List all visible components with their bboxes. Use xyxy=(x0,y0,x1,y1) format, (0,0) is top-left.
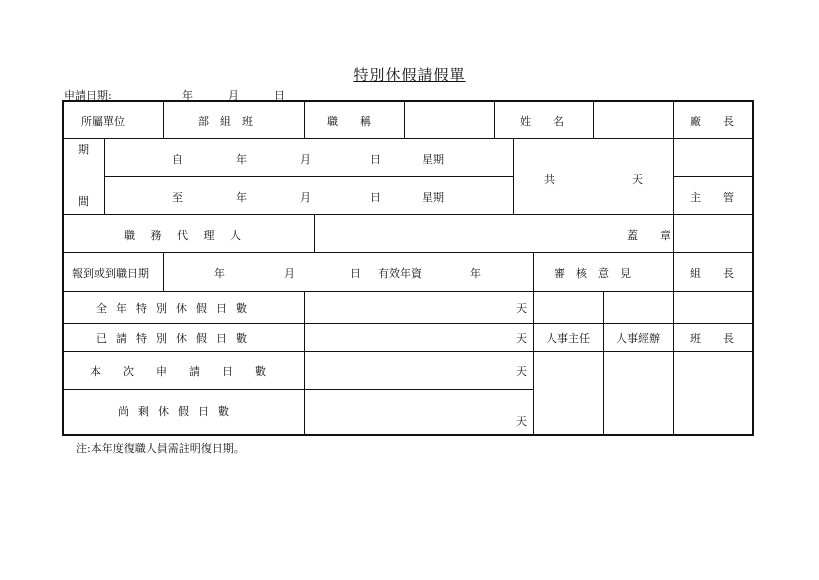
period-to-weekday: 星期 xyxy=(422,191,444,204)
shift-leader-label: 班 長 xyxy=(690,332,734,345)
period-from-weekday: 星期 xyxy=(422,153,444,166)
position-label: 職 稱 xyxy=(327,115,371,128)
team-leader-label: 組 長 xyxy=(690,267,734,280)
hr-clerk-label: 人事經辦 xyxy=(616,332,660,345)
report-date-year: 年 xyxy=(214,267,225,280)
this-request-label: 本次申請日數 xyxy=(90,365,288,378)
period-from-label: 自 xyxy=(172,153,183,166)
annual-total-label: 全年特別休假日數 xyxy=(96,302,256,315)
already-requested-label: 已請特別休假日數 xyxy=(96,332,256,345)
unit-label: 所屬單位 xyxy=(81,115,125,128)
form-title: 特別休假請假單 xyxy=(353,66,466,84)
period-to-day: 日 xyxy=(370,191,381,204)
period-total-unit: 天 xyxy=(632,173,643,186)
apply-date-label: 申請日期: xyxy=(64,89,112,102)
agent-label: 職 務 代 理 人 xyxy=(124,229,247,242)
footnote: 注:本年度復職人員需註明復日期。 xyxy=(76,442,245,455)
annual-total-unit: 天 xyxy=(516,302,527,315)
apply-date-month: 月 xyxy=(228,89,239,102)
period-total-label: 共 xyxy=(544,173,555,186)
apply-date-day: 日 xyxy=(274,89,285,102)
factory-director-label: 廠 長 xyxy=(690,115,734,128)
period-from-month: 月 xyxy=(300,153,311,166)
name-label: 姓 名 xyxy=(520,115,564,128)
review-label: 審 核 意 見 xyxy=(554,267,631,280)
hr-director-label: 人事主任 xyxy=(546,332,590,345)
report-date-day: 日 xyxy=(350,267,361,280)
period-from-day: 日 xyxy=(370,153,381,166)
table-outer-border xyxy=(62,100,754,436)
remaining-label: 尚剩休假日數 xyxy=(118,405,238,418)
remaining-unit: 天 xyxy=(516,415,527,428)
this-request-unit: 天 xyxy=(516,365,527,378)
period-from-year: 年 xyxy=(236,153,247,166)
already-requested-unit: 天 xyxy=(516,332,527,345)
apply-date-year: 年 xyxy=(182,89,193,102)
seal-label: 蓋 章 xyxy=(627,229,671,242)
period-to-month: 月 xyxy=(300,191,311,204)
seniority-label: 有效年資 xyxy=(378,267,422,280)
period-to-year: 年 xyxy=(236,191,247,204)
report-date-month: 月 xyxy=(284,267,295,280)
period-label-top: 期 xyxy=(78,143,89,156)
report-date-label: 報到或到職日期 xyxy=(72,267,149,280)
seniority-unit: 年 xyxy=(470,267,481,280)
supervisor-label: 主 管 xyxy=(690,191,734,204)
period-label-bottom: 間 xyxy=(78,195,89,208)
department-label: 部 組 班 xyxy=(198,115,253,128)
period-to-label: 至 xyxy=(172,191,183,204)
